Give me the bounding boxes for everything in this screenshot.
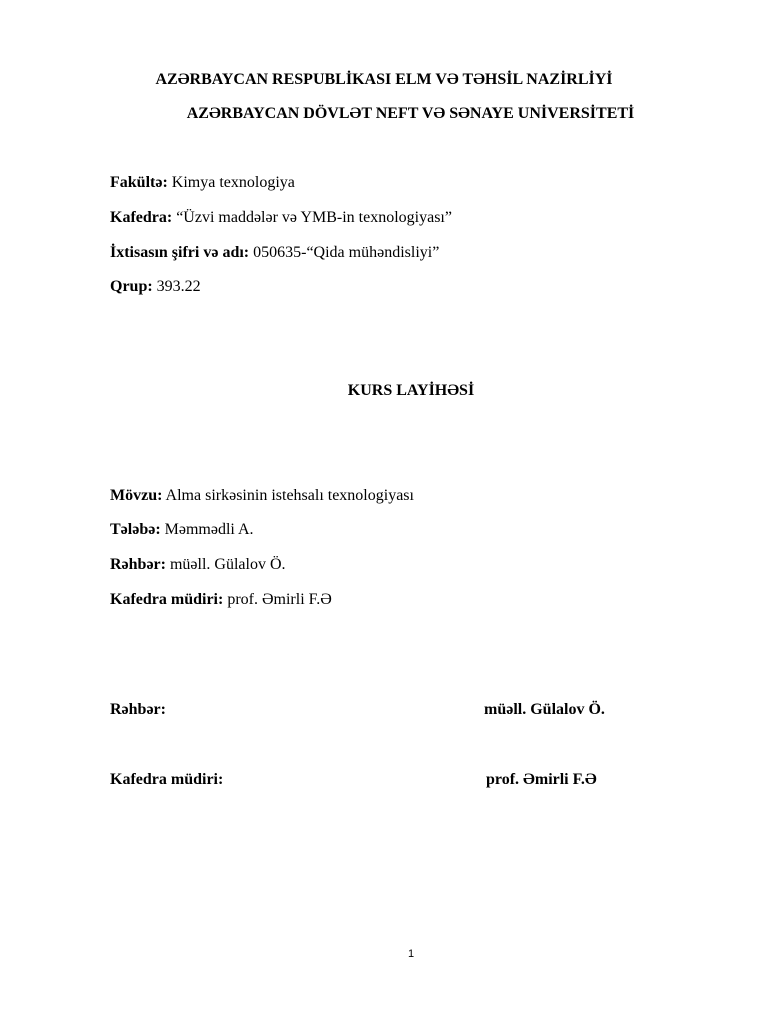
department-head-label: Kafedra müdiri: — [110, 591, 224, 608]
signature-supervisor-label: Rəhbər: — [110, 701, 166, 718]
faculty-value: Kimya texnologiya — [167, 174, 295, 191]
specialty-label: İxtisasın şifri və adı: — [110, 244, 250, 261]
group-line — [110, 277, 201, 297]
page-number: 1 — [407, 948, 415, 960]
ministry-heading: AZƏRBAYCAN RESPUBLİKASI ELM VƏ TƏHSİL NAZİRLİYİ — [155, 71, 613, 88]
signature-head-name: prof. Əmirli F.Ə — [486, 771, 597, 788]
university-heading: AZƏRBAYCAN DÖVLƏT NEFT VƏ SƏNAYE UNİVERSİTETİ — [186, 105, 635, 122]
faculty-label: Fakültə: — [110, 174, 168, 191]
student-value: Məmmədli A. — [160, 521, 254, 538]
department-label: Kafedra: — [110, 209, 173, 226]
department-head-value: prof. Əmirli F.Ə — [223, 591, 332, 608]
faculty-line — [110, 173, 295, 193]
supervisor-value: müəll. Gülalov Ö. — [165, 556, 286, 573]
topic-value: Alma sirkəsinin istehsalı texnologiyası — [162, 487, 414, 504]
specialty-value: 050635-“Qida mühəndisliyi” — [249, 244, 440, 261]
student-label: Tələbə: — [110, 521, 161, 538]
student-line — [110, 520, 254, 540]
department-line — [110, 208, 452, 228]
supervisor-line — [110, 555, 286, 575]
signature-supervisor-name: müəll. Gülalov Ö. — [484, 701, 605, 718]
specialty-line — [110, 243, 439, 263]
department-value: “Üzvi maddələr və YMB-in texnologiyası” — [172, 209, 452, 226]
document-title: KURS LAYİHƏSİ — [347, 382, 475, 399]
group-value: 393.22 — [152, 278, 201, 295]
supervisor-label: Rəhbər: — [110, 556, 166, 573]
topic-line — [110, 486, 414, 506]
topic-label: Mövzu: — [110, 487, 163, 504]
department-head-line — [110, 590, 332, 610]
signature-head-label: Kafedra müdiri: — [110, 771, 224, 788]
group-label: Qrup: — [110, 278, 153, 295]
